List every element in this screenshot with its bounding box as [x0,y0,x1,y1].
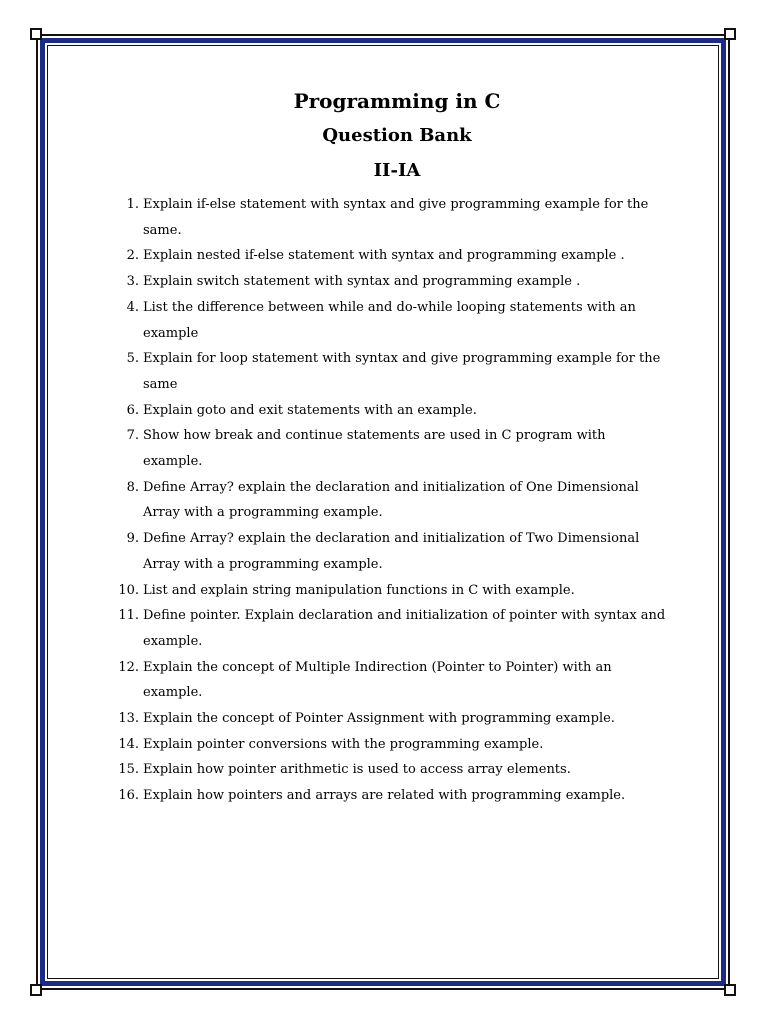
border-corner-top-right [724,28,736,40]
question-text: Explain if-else statement with syntax and give programming example for the same. [143,197,649,238]
question-item [112,398,682,424]
question-text: Explain pointer conversions with the programming example. [143,736,544,752]
question-text: List the difference between while and do-while looping statements with an example [143,299,636,341]
question-text: Define Array? explain the declaration and initialization of One Dimensional Array with a programming example. [143,479,639,521]
question-list [112,192,682,809]
question-text: List and explain string manipulation functions in C with example. [143,582,575,598]
question-item [112,243,682,269]
question-item [112,423,682,474]
question-item [112,475,682,526]
question-item [112,732,682,758]
question-item [112,346,682,397]
question-item [112,655,682,706]
question-item [112,603,682,654]
question-number: 10. [118,582,139,598]
question-item [112,192,682,243]
document-subtitle: Question Bank [322,125,472,146]
question-number: 6. [126,402,139,418]
question-text: Explain for loop statement with syntax and give programming example for the same [143,351,661,392]
question-item [112,578,682,604]
question-number: 3. [126,274,139,290]
question-text: Explain goto and exit statements with an example. [143,402,477,418]
question-item [112,295,682,346]
question-number: 15. [118,762,139,778]
question-number: 7. [126,428,139,444]
question-item [112,706,682,732]
question-item [112,783,682,809]
question-number: 2. [126,248,139,264]
question-text: Explain the concept of Pointer Assignment with programming example. [143,711,615,727]
question-number: 9. [126,531,139,547]
question-number: 11. [118,608,139,624]
question-number: 14. [118,736,139,752]
border-corner-bottom-right [724,984,736,996]
document-content [112,84,682,809]
border-corner-bottom-left [30,984,42,996]
question-text: Explain the concept of Multiple Indirection (Pointer to Pointer) with an example. [143,659,612,701]
question-number: 12. [118,659,139,675]
question-text: Explain how pointer arithmetic is used to access array elements. [143,762,571,778]
question-text: Show how break and continue statements are used in C program with example. [143,428,606,470]
question-text: Explain nested if-else statement with syntax and programming example . [143,248,625,264]
border-corner-top-left [30,28,42,40]
question-text: Explain switch statement with syntax and programming example . [143,274,581,290]
document-section: II-IA [373,160,421,181]
question-number: 13. [118,711,139,727]
question-item [112,526,682,577]
question-number: 16. [118,788,139,804]
question-number: 8. [126,479,139,495]
question-item [112,757,682,783]
question-number: 5. [126,351,139,367]
question-text: Define pointer. Explain declaration and initialization of pointer with syntax and example. [143,608,666,649]
question-number: 1. [126,197,139,212]
question-text: Explain how pointers and arrays are related with programming example. [143,788,626,804]
document-title: Programming in C [293,89,501,113]
question-number: 4. [126,299,139,315]
question-item [112,269,682,295]
question-text: Define Array? explain the declaration and initialization of Two Dimensional Array with a programming example. [143,531,640,572]
